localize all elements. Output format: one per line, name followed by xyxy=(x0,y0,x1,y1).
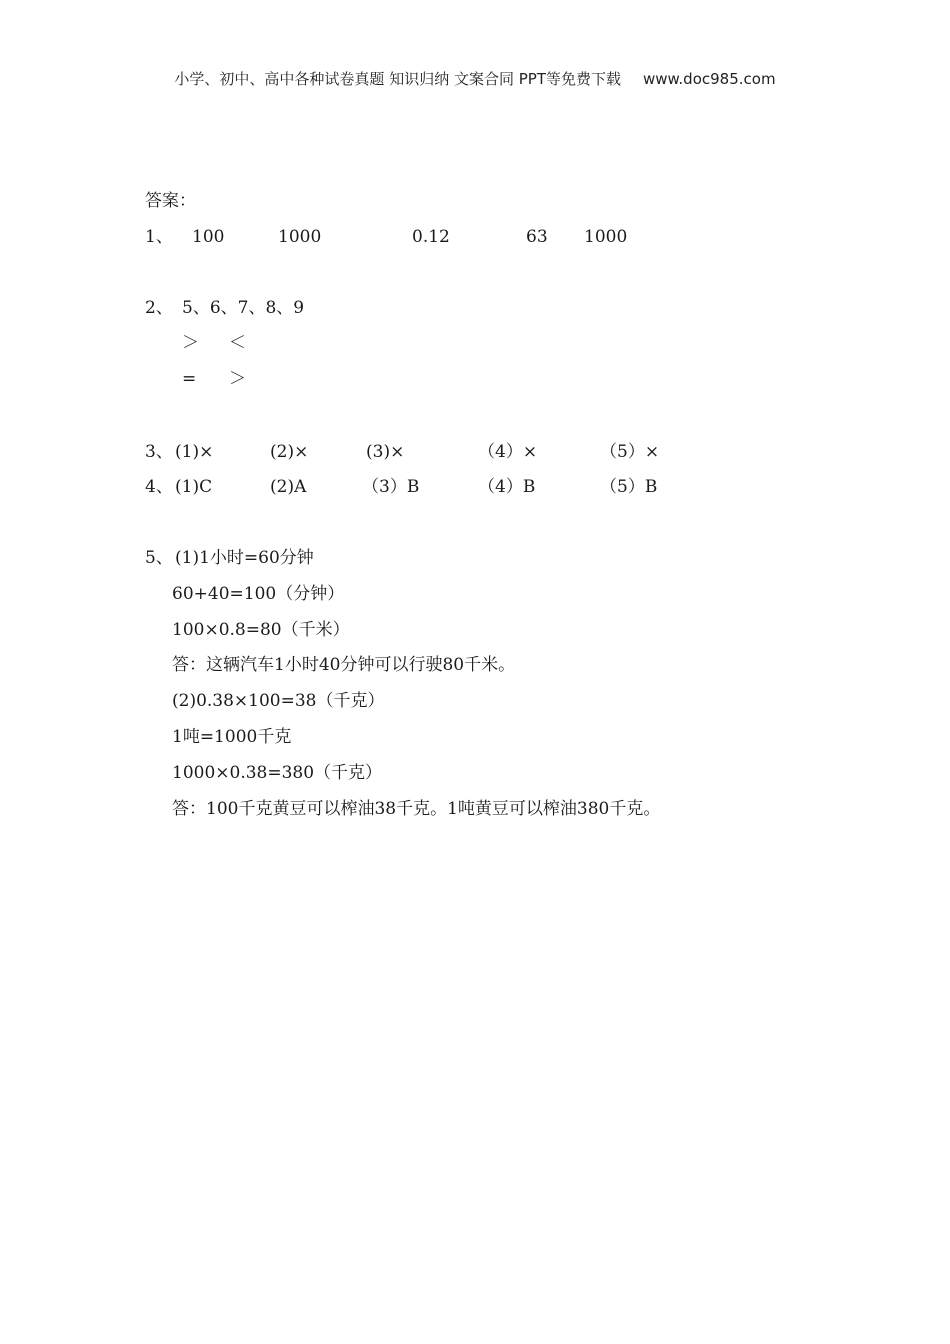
q2-number: 2、 xyxy=(145,298,173,318)
q1-answer: 1000 xyxy=(584,227,628,247)
q1-answer: 0.12 xyxy=(412,227,450,247)
q3-item: （4）× xyxy=(478,442,538,462)
q4-item: （3）B xyxy=(362,477,420,497)
q2-symbol: ＞ xyxy=(229,369,246,389)
q5-line: (1)1小时=60分钟 xyxy=(175,548,314,568)
q5-number: 5、 xyxy=(145,548,173,568)
q1-number: 1、 xyxy=(145,227,173,247)
q5-line: 1吨=1000千克 xyxy=(172,727,292,747)
q4-item: (1)C xyxy=(175,477,213,497)
q2-line1: 5、6、7、8、9 xyxy=(182,298,305,318)
q1-answer: 63 xyxy=(526,227,548,247)
q3-item: （5）× xyxy=(600,442,660,462)
q2-symbol: ＞ xyxy=(182,333,199,353)
q4-number: 4、 xyxy=(145,477,173,497)
q5-line: 60+40=100（分钟） xyxy=(172,584,345,604)
q4-item: （4）B xyxy=(478,477,536,497)
page-header xyxy=(0,68,950,89)
q1-answer: 100 xyxy=(192,227,225,247)
q4-item: （5）B xyxy=(600,477,658,497)
q2-symbol: ＜ xyxy=(229,333,246,353)
q5-line: 1000×0.38=380（千克） xyxy=(172,763,383,783)
q5-line: 答：这辆汽车1小时40分钟可以行驶80千米。 xyxy=(172,655,516,675)
q3-item: (2)× xyxy=(270,442,309,462)
q5-line: (2)0.38×100=38（千克） xyxy=(172,691,385,711)
answer-title: 答案： xyxy=(145,191,196,211)
q4-item: (2)A xyxy=(270,477,307,497)
q2-symbol: = xyxy=(182,369,197,389)
q3-item: (3)× xyxy=(366,442,405,462)
q5-line: 答：100千克黄豆可以榨油38千克。1吨黄豆可以榨油380千克。 xyxy=(172,799,661,819)
q5-line: 100×0.8=80（千米） xyxy=(172,620,350,640)
header-text: 小学、初中、高中各种试卷真题 知识归纳 文案合同 PPT等免费下载 xyxy=(174,70,621,88)
q3-number: 3、 xyxy=(145,442,173,462)
q1-answer: 1000 xyxy=(278,227,322,247)
header-url: www.doc985.com xyxy=(642,70,776,88)
q3-item: (1)× xyxy=(175,442,214,462)
